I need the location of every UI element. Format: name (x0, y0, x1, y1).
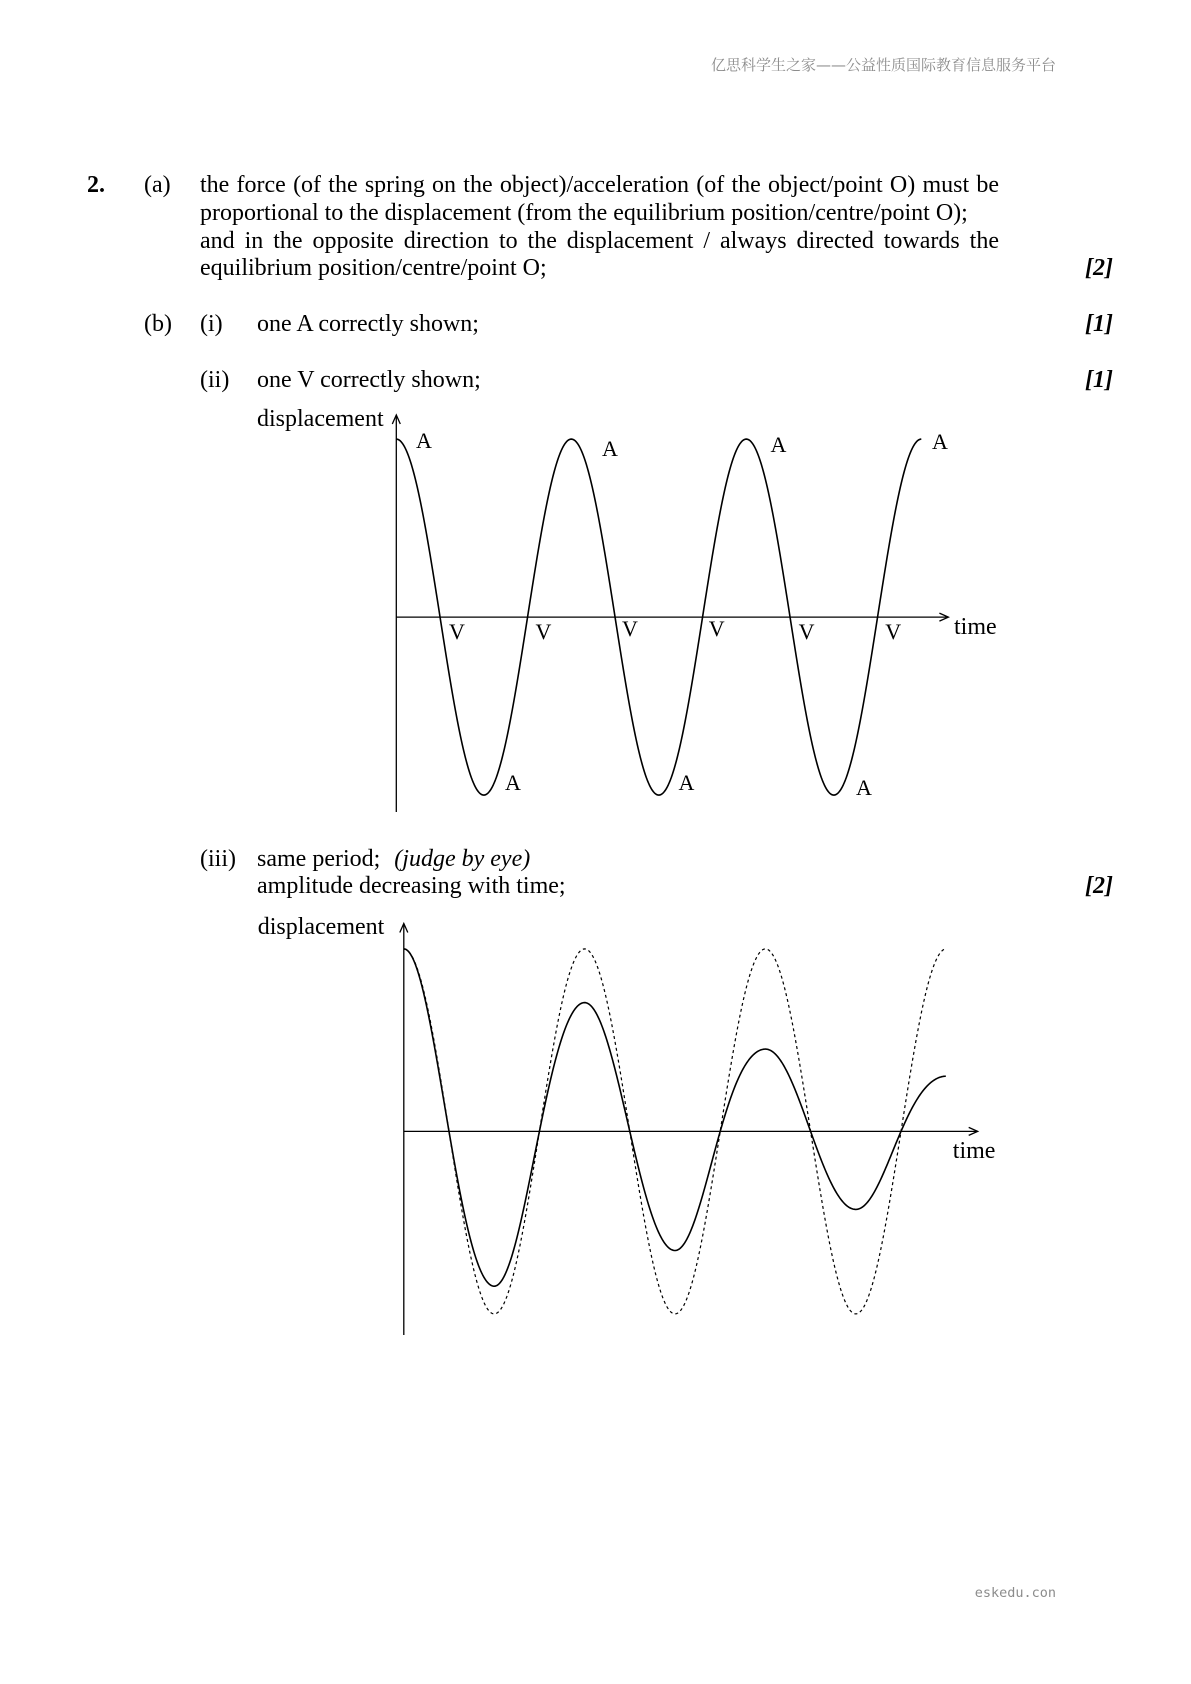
part-a-answer (200, 172, 999, 283)
shm-displacement-graph (240, 400, 1020, 820)
subpart-ii-answer: one V correctly shown; (257, 367, 481, 394)
max-acceleration-label: A (602, 436, 618, 461)
max-acceleration-label: A (856, 775, 872, 800)
answer-line: equilibrium position/centre/point O; (200, 255, 547, 282)
answer-line: proportional to the displacement (from the equilibrium position/centre/point O); (200, 199, 968, 226)
subpart-i-label: (i) (200, 310, 223, 337)
x-axis-label: time (952, 1138, 996, 1164)
subpart-iii-answer-line-2: amplitude decreasing with time; (257, 872, 566, 899)
y-axis-label: displacement (257, 406, 384, 432)
x-axis-label: time (954, 614, 997, 640)
max-velocity-label: V (708, 616, 725, 641)
part-a-label: (a) (144, 172, 171, 198)
subpart-iii-answer-line (257, 846, 530, 874)
subpart-ii-marks: [1] (1085, 367, 1113, 394)
judge-by-eye-note: (judge by eye) (394, 845, 531, 872)
damped-curve (404, 949, 946, 1286)
part-b-label: (b) (144, 310, 172, 337)
max-velocity-label: V (449, 619, 465, 644)
y-axis-label: displacement (257, 914, 385, 940)
question-number: 2. (87, 172, 105, 198)
subpart-i-answer: one A correctly shown; (257, 310, 479, 337)
subpart-ii-label: (ii) (200, 367, 230, 394)
subpart-iii-label: (iii) (200, 845, 236, 872)
site-footer: eskedu.con (974, 1585, 1056, 1601)
max-velocity-label: V (798, 619, 815, 644)
subpart-iii-marks: [2] (1085, 872, 1113, 899)
max-acceleration-label: A (678, 770, 695, 795)
max-acceleration-label: A (770, 432, 787, 457)
answer-line: and in the opposite direction to the displacement / always directed towards the (200, 227, 999, 254)
max-velocity-label: V (535, 619, 552, 644)
max-acceleration-label: A (932, 429, 948, 454)
max-acceleration-label: A (416, 428, 432, 453)
max-velocity-label: V (885, 619, 902, 644)
subpart-i-marks: [1] (1085, 310, 1113, 337)
max-velocity-label: V (622, 616, 638, 641)
answer-line: the force (of the spring on the object)/acceleration (of the object/point O) must be (200, 172, 999, 198)
max-acceleration-label: A (505, 770, 521, 795)
site-header: 亿思科学生之家——公益性质国际教育信息服务平台 (710, 56, 1056, 74)
damped-oscillation-graph (240, 905, 1020, 1345)
same-period-text: same period; (257, 845, 381, 872)
part-a-marks: [2] (1085, 255, 1113, 282)
